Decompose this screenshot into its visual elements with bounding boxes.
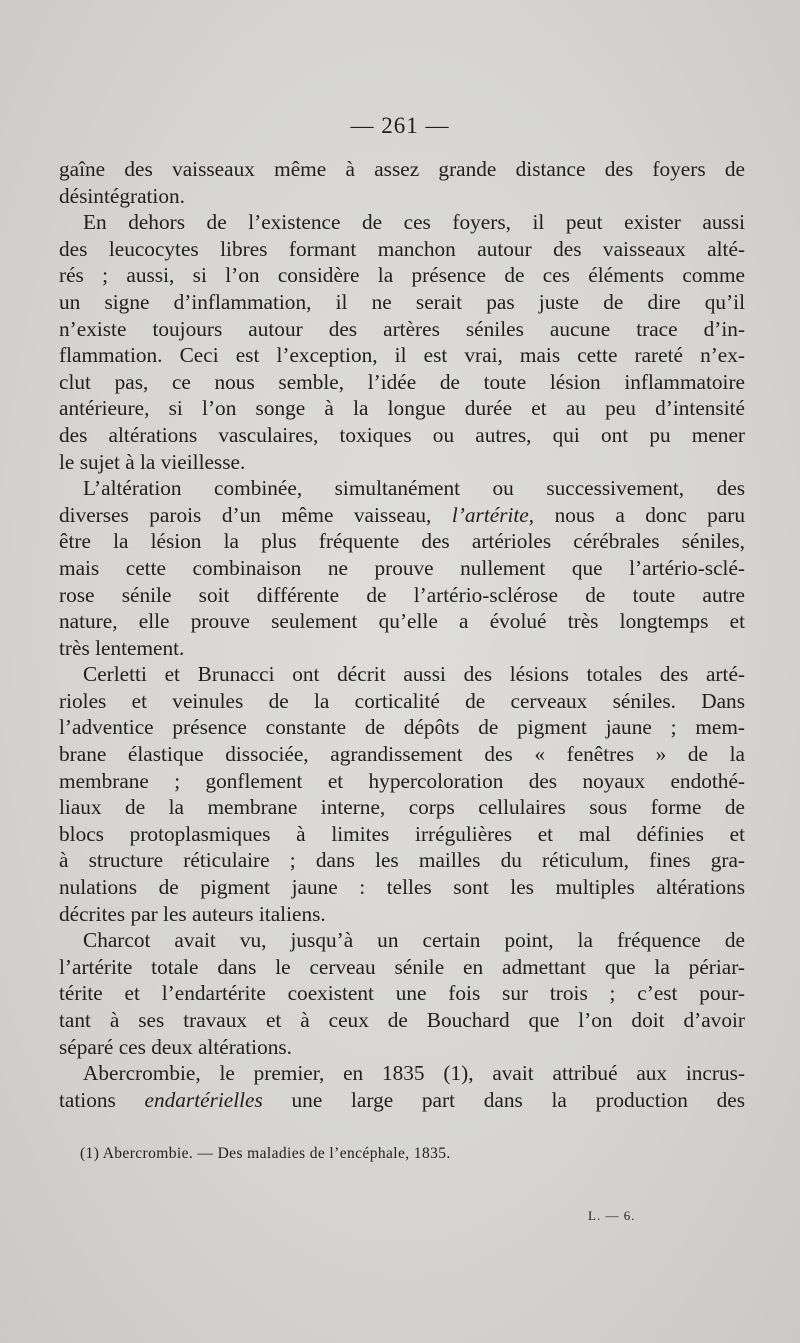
text-line: mais cette combinaison ne prouve nullement que l’artério-sclé- [59,555,745,580]
text-line: rioles et veinules de la corticalité de cerveaux séniles. Dans [59,688,745,713]
text-line: rose sénile soit différente de l’artério-sclérose de toute autre [59,582,745,607]
text-span: diverses parois d’un même vaisseau, [59,502,452,527]
text-line: flammation. Ceci est l’exception, il est vrai, mais cette rareté n’ex- [59,343,745,368]
text-line-with-italic [59,502,745,529]
text-line: tant à ses travaux et à ceux de Bouchard que l’on doit d’avoir [59,1008,745,1032]
text-line: L’altération combinée, simultanément ou successivement, des [83,476,745,501]
italic-term: l’artérite [451,502,529,527]
text-line: nulations de pigment jaune : telles sont les multiples altérations [59,875,745,900]
body-text [59,156,745,1113]
footnote: (1) Abercrombie. — Des maladies de l’encéphale, 1835. [80,1145,451,1162]
text-line: membrane ; gonflement et hypercoloration des noyaux endothé- [59,768,745,793]
text-line: des leucocytes libres formant manchon autour des vaisseaux alté- [59,236,745,261]
signature-mark: L. — 6. [588,1208,636,1223]
text-line: des altérations vasculaires, toxiques ou autres, qui ont pu mener [59,422,745,447]
text-line: décrites par les auteurs italiens. [59,901,326,926]
text-line: En dehors de l’existence de ces foyers, il peut exister aussi [83,210,745,235]
text-line: désintégration. [59,183,185,208]
text-line: Charcot avait vu, jusqu’à un certain point, la fréquence de [83,928,745,953]
text-span: une large part dans la production des [262,1087,745,1112]
text-line: un signe d’inflammation, il ne serait pas juste de dire qu’il [59,289,745,314]
text-line: gaîne des vaisseaux même à assez grande distance des foyers de [59,157,745,181]
text-line: brane élastique dissociée, agrandissement des « fenêtres » de la [59,742,745,767]
text-line: térite et l’endartérite coexistent une fois sur trois ; c’est pour- [59,981,745,1006]
text-line: être la lésion la plus fréquente des artérioles cérébrales séniles, [59,529,745,554]
text-span: tations [59,1087,145,1112]
text-line: nature, elle prouve seulement qu’elle a évolué très longtemps et [59,609,745,634]
text-line: à structure réticulaire ; dans les mailles du réticulum, fines gra- [59,848,745,873]
text-line: Cerletti et Brunacci ont décrit aussi des lésions totales des arté- [83,662,745,687]
text-line: l’artérite totale dans le cerveau sénile en admettant que la périar- [59,954,745,979]
text-line: n’existe toujours autour des artères séniles aucune trace d’in- [59,316,745,341]
text-line: très lentement. [59,635,185,660]
italic-term: endartérielles [144,1087,263,1112]
text-span: , nous a donc paru [528,502,745,527]
text-line: clut pas, ce nous semble, l’idée de toute lésion inflammatoire [59,369,745,394]
text-line: antérieure, si l’on songe à la longue durée et au peu d’intensité [59,396,745,421]
page-number: — 261 — [350,113,450,138]
text-line: liaux de la membrane interne, corps cellulaires sous forme de [59,795,745,820]
text-line: le sujet à la vieillesse. [59,449,246,474]
text-line: rés ; aussi, si l’on considère la présence de ces éléments comme [59,263,745,288]
text-line-with-italic [59,1087,745,1114]
text-line: blocs protoplasmiques à limites irrégulières et mal définies et [59,821,745,846]
text-line: séparé ces deux altérations. [59,1034,292,1059]
text-line: Abercrombie, le premier, en 1835 (1), avait attribué aux incrus- [83,1061,745,1086]
text-line: l’adventice présence constante de dépôts de pigment jaune ; mem- [59,715,745,740]
